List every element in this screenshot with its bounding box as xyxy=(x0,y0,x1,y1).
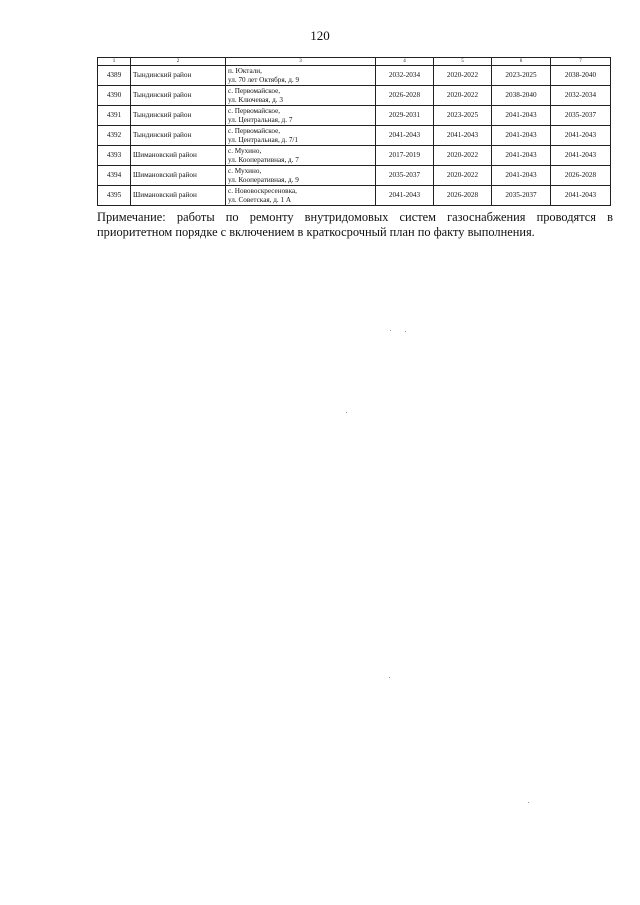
footnote: Примечание: работы по ремонту внутридомовых систем газоснабжения проводятся в приоритетном порядке с включением в краткосрочный план по факту выполнения. xyxy=(97,210,613,239)
registry-table xyxy=(97,57,611,206)
table-row xyxy=(98,166,611,186)
address-street: ул. Центральная, д. 7/1 xyxy=(228,135,298,144)
address-settlement: с. Первомайское, xyxy=(228,126,281,135)
period-cell-4: 2032-2034 xyxy=(376,66,434,86)
period-cell-4: 2035-2037 xyxy=(376,166,434,186)
period-cell-7: 2038-2040 xyxy=(551,66,611,86)
scan-speck xyxy=(346,412,347,413)
district-cell: Тындинский район xyxy=(131,66,226,86)
period-cell-6: 2041-2043 xyxy=(492,166,551,186)
address-street: ул. Кооперативная, д. 9 xyxy=(228,175,299,184)
district-cell: Шимановский район xyxy=(131,186,226,206)
district-cell: Шимановский район xyxy=(131,146,226,166)
address-cell xyxy=(226,86,376,106)
address-settlement: с. Нововоскресеновка, xyxy=(228,186,297,195)
period-cell-5: 2020-2022 xyxy=(434,86,492,106)
table-body xyxy=(98,66,611,206)
scan-speck xyxy=(389,677,390,678)
row-number: 4391 xyxy=(98,106,131,126)
period-cell-5: 2026-2028 xyxy=(434,186,492,206)
column-number: 2 xyxy=(131,58,226,66)
table-row xyxy=(98,186,611,206)
address-cell xyxy=(226,186,376,206)
column-number: 5 xyxy=(434,58,492,66)
address-settlement: с. Мухино, xyxy=(228,166,262,175)
table-row xyxy=(98,106,611,126)
address-street: ул. Советская, д. 1 А xyxy=(228,195,292,204)
row-number: 4395 xyxy=(98,186,131,206)
address-street: ул. Ключевая, д. 3 xyxy=(228,95,283,104)
period-cell-5: 2023-2025 xyxy=(434,106,492,126)
row-number: 4393 xyxy=(98,146,131,166)
period-cell-7: 2041-2043 xyxy=(551,126,611,146)
period-cell-7: 2041-2043 xyxy=(551,186,611,206)
address-settlement: с. Первомайское, xyxy=(228,86,281,95)
period-cell-6: 2023-2025 xyxy=(492,66,551,86)
scan-speck xyxy=(390,330,391,331)
address-cell xyxy=(226,106,376,126)
address-cell xyxy=(226,126,376,146)
column-number: 3 xyxy=(226,58,376,66)
period-cell-5: 2020-2022 xyxy=(434,66,492,86)
period-cell-7: 2032-2034 xyxy=(551,86,611,106)
column-number: 7 xyxy=(551,58,611,66)
address-cell xyxy=(226,166,376,186)
column-number: 6 xyxy=(492,58,551,66)
period-cell-6: 2041-2043 xyxy=(492,146,551,166)
row-number: 4394 xyxy=(98,166,131,186)
page-number: 120 xyxy=(310,28,330,43)
district-cell: Шимановский район xyxy=(131,166,226,186)
column-number-row xyxy=(98,58,611,66)
address-street: ул. Центральная, д. 7 xyxy=(228,115,293,124)
period-cell-7: 2041-2043 xyxy=(551,146,611,166)
scan-speck xyxy=(528,802,529,803)
address-cell xyxy=(226,66,376,86)
period-cell-5: 2041-2043 xyxy=(434,126,492,146)
period-cell-4: 2029-2031 xyxy=(376,106,434,126)
scan-speck xyxy=(405,331,406,332)
table-row xyxy=(98,126,611,146)
period-cell-4: 2041-2043 xyxy=(376,126,434,146)
district-cell: Тындинский район xyxy=(131,126,226,146)
period-cell-6: 2041-2043 xyxy=(492,106,551,126)
row-number: 4392 xyxy=(98,126,131,146)
column-number: 1 xyxy=(98,58,131,66)
district-cell: Тындинский район xyxy=(131,106,226,126)
address-settlement: с. Первомайское, xyxy=(228,106,281,115)
address-street: ул. Кооперативная, д. 7 xyxy=(228,155,299,164)
address-street: ул. 70 лет Октября, д. 9 xyxy=(228,75,300,84)
column-number: 4 xyxy=(376,58,434,66)
period-cell-4: 2041-2043 xyxy=(376,186,434,206)
period-cell-5: 2020-2022 xyxy=(434,166,492,186)
period-cell-4: 2017-2019 xyxy=(376,146,434,166)
district-cell: Тындинский район xyxy=(131,86,226,106)
address-settlement: с. Мухино, xyxy=(228,146,262,155)
address-cell xyxy=(226,146,376,166)
period-cell-6: 2038-2040 xyxy=(492,86,551,106)
period-cell-7: 2026-2028 xyxy=(551,166,611,186)
period-cell-4: 2026-2028 xyxy=(376,86,434,106)
period-cell-6: 2041-2043 xyxy=(492,126,551,146)
row-number: 4389 xyxy=(98,66,131,86)
table-row xyxy=(98,86,611,106)
table-row xyxy=(98,146,611,166)
period-cell-6: 2035-2037 xyxy=(492,186,551,206)
address-settlement: п. Юктали, xyxy=(228,66,262,75)
table-row xyxy=(98,66,611,86)
row-number: 4390 xyxy=(98,86,131,106)
period-cell-7: 2035-2037 xyxy=(551,106,611,126)
period-cell-5: 2020-2022 xyxy=(434,146,492,166)
